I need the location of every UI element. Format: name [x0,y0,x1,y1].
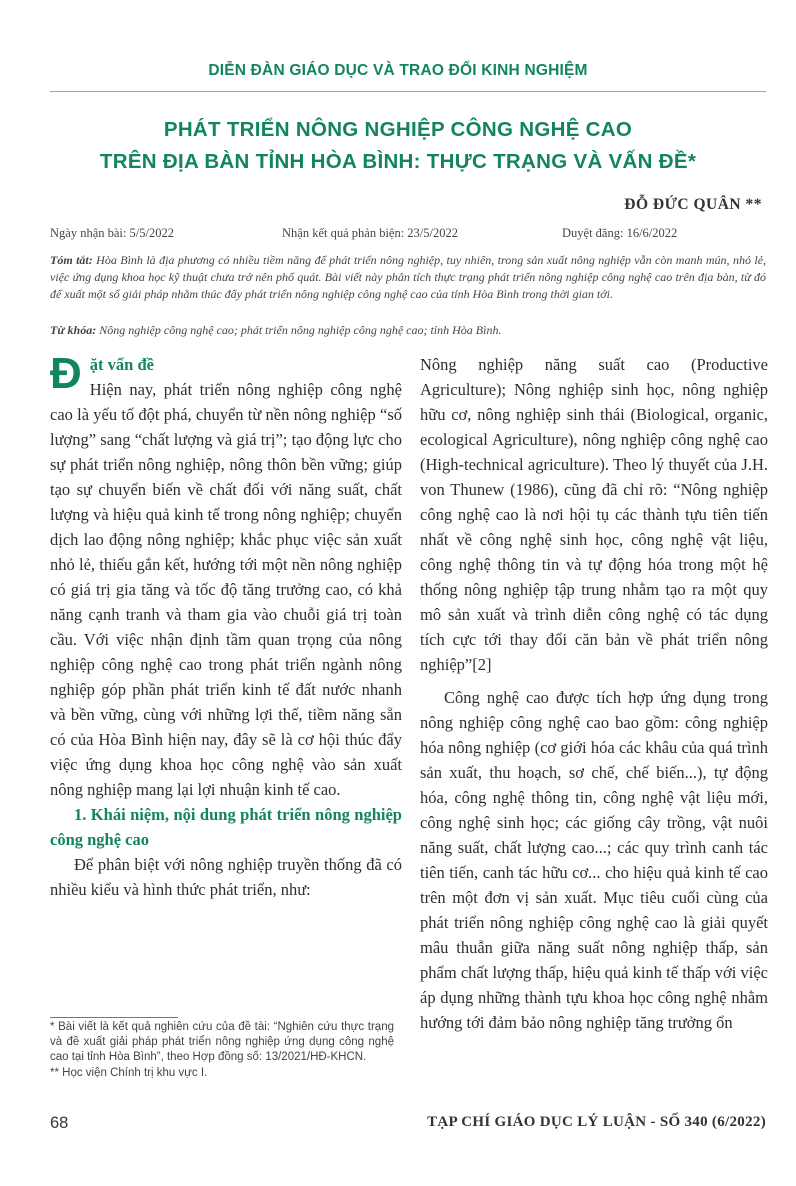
abstract-text: Hòa Bình là địa phương có nhiều tiềm năng để phát triển nông nghiệp, tuy nhiên, trong sản xuất nông nghiệp vẫn còn manh mún, nhỏ lẻ, việc ứng dụng khoa học kỹ thuật chưa trở nên phổ quát. Bài viết này phân tích thực trạng phát triển nông nghiệp công nghệ cao trên địa bàn, từ đó để xuất một số giải pháp nhằm thúc đẩy phát triển nông nghiệp công nghệ cao của tỉnh Hòa Bình trong thời gian tới. [50,253,767,301]
intro-paragraph [50,349,402,802]
paragraph: Để phân biệt với nông nghiệp truyền thống đã có nhiều kiểu và hình thức phát triển, như: [50,855,402,899]
article-title-line-2: TRÊN ĐỊA BÀN TỈNH HÒA BÌNH: THỰC TRẠNG VÀ VẤN ĐỀ* [99,150,697,173]
section-1-heading: 1. Khái niệm, nội dung phát triển nông nghiệp công nghệ cao [50,805,402,849]
section-header: DIỄN ĐÀN GIÁO DỤC VÀ TRAO ĐỔI KINH NGHIỆM [208,62,588,79]
header-divider [50,91,766,92]
keywords-text: Nông nghiệp công nghệ cao; phát triển nông nghiệp công nghệ cao; tỉnh Hòa Bình. [99,323,502,337]
footnote: ** Học viện Chính trị khu vực I. [50,1067,208,1079]
abstract-label: Tóm tắt: [50,253,93,267]
approval-date: Duyệt đăng: 16/6/2022 [562,226,678,240]
intro-text: Hiện nay, phát triển nông nghiệp công nghệ cao là yếu tố đột phá, chuyển từ nền nông nghiệp “số lượng” sang “chất lượng và giá trị”; tạo động lực cho sự phát triển nông nghiệp, nông thôn bền vững; giúp tạo sự chuyển biến về chất đối với năng suất, chất lượng và hiệu quả kinh tế trong nông nghiệp; chuyển dịch lao động nông nghiệp; khắc phục việc sản xuất nhỏ lẻ, thiếu gắn kết, hướng tới một nền nông nghiệp có giá trị gia tăng và tốc độ tăng trưởng cao, có khả năng cạnh tranh và tham gia vào chuỗi giá trị toàn cầu. Với việc nhận định tầm quan trọng của nông nghiệp công nghệ cao trong phát triển ngành nông nghiệp góp phần phát triển kinh tế đất nước nhanh và bền vững, cùng với những lợi thế, tiềm năng sẵn có của Hòa Bình hiện nay, đây sẽ là cơ hội thúc đẩy việc ứng dụng khoa học công nghệ vào sản xuất nông nghiệp mang lại lợi nhuận kinh tế cao. [50,380,402,799]
paragraph: Nông nghiệp năng suất cao (Productive Agriculture); Nông nghiệp sinh học, nông nghiệp hữu cơ, nông nghiệp sinh thái (Biological, organic, ecological Agriculture), nông nghiệp công nghệ cao (High-technical agriculture). Theo lý thuyết của J.H. von Thunew (1986), cũng đã chỉ rõ: “Nông nghiệp công nghệ cao là nơi hội tụ các thành tựu tiên tiến nhất về công nghệ sinh học, công nghệ vật liệu, công nghệ thông tin và tự động hóa trong một hệ thống nông nghiệp tập trung nhằm tạo ra một quy mô sản xuất và trình diễn công nghệ có tác dụng tích cực tới thay đổi căn bản về phát triển nông nghiệp”[2] [420,355,768,674]
abstract [50,252,766,303]
review-date: Nhận kết quả phản biện: 23/5/2022 [282,226,459,240]
keywords-label: Từ khóa: [50,323,97,337]
footnote-divider [50,1017,178,1018]
journal-footer: TẠP CHÍ GIÁO DỤC LÝ LUẬN - SỐ 340 (6/2022) [427,1114,766,1130]
left-column [50,349,402,902]
paragraph: Công nghệ cao được tích hợp ứng dụng trong nông nghiệp công nghệ cao bao gồm: công nghiệp hóa nông nghiệp (cơ giới hóa các khâu của quá trình sản xuất, thu hoạch, sơ chế, chế biến...), tự động hóa, công nghệ thông tin, công nghệ vật liệu mới, công nghệ sinh học; các giống cây trồng, vật nuôi năng suất, chất lượng cao...; các quy trình canh tác tiên tiến, canh tác hữu cơ... cho hiệu quả kinh tế cao trên một đơn vị sản xuất. Mục tiêu cuối cùng của phát triển nông nghiệp công nghệ cao là giải quyết mâu thuẫn giữa năng suất nông nghiệp thấp, sản phẩm chất lượng thấp, hiệu quả kinh tế thấp với việc áp dụng những thành tựu khoa học công nghệ nhằm hướng tới đảm bảo nông nghiệp tăng trưởng ổn [420,688,768,1032]
author: ĐỖ ĐỨC QUÂN ** [624,196,762,213]
received-date: Ngày nhận bài: 5/5/2022 [50,226,174,240]
intro-heading: ặt vấn đề [89,355,154,374]
page-number: 68 [50,1114,69,1132]
footnotes [50,1020,394,1081]
dropcap: Đ [50,349,82,398]
footnote: * Bài viết là kết quả nghiên cứu của đề tài: “Nghiên cứu thực trạng và đề xuất giải pháp phát triển nông nghiệp ứng dụng công nghệ cao tại tỉnh Hòa Bình”, theo Hợp đồng số: 13/2021/HĐ-KHCN. [50,1021,394,1063]
keywords [50,322,766,339]
article-title-line-1: PHÁT TRIỂN NÔNG NGHIỆP CÔNG NGHỆ CAO [163,118,633,141]
right-column [420,352,768,1035]
